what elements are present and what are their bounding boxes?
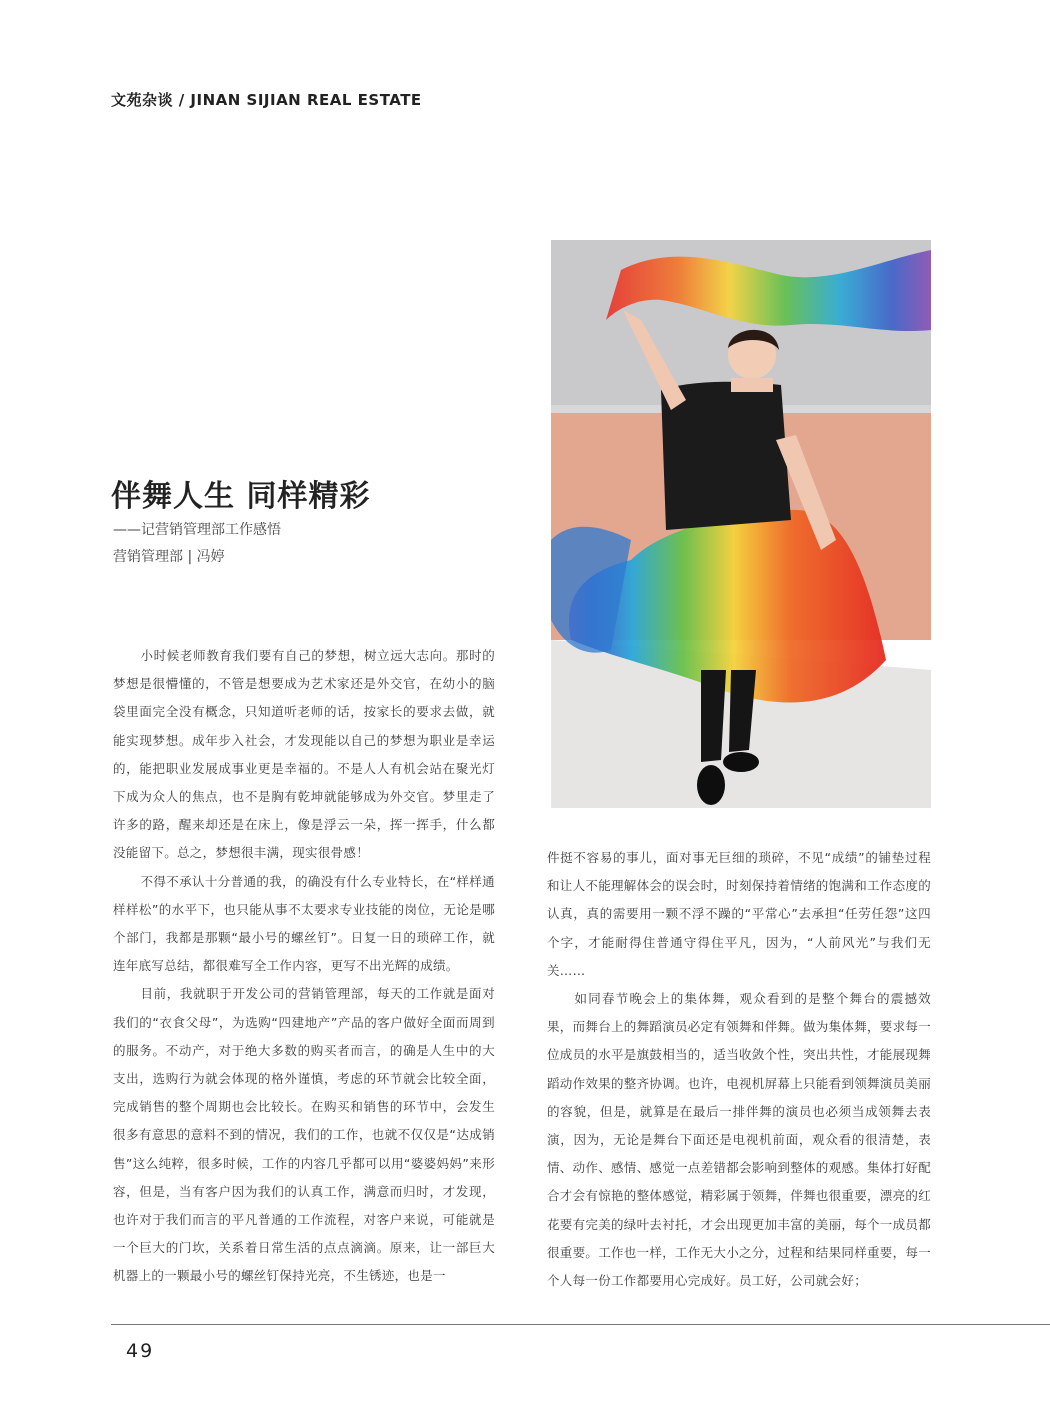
body-right-column [547, 844, 931, 1295]
paragraph: 如同春节晚会上的集体舞，观众看到的是整个舞台的震撼效果，而舞台上的舞蹈演员必定有领舞和伴舞。做为集体舞，要求每一位成员的水平是旗鼓相当的，适当收敛个性，突出共性，才能展现舞蹈动作效果的整齐协调。也许，电视机屏幕上只能看到领舞演员美丽的容貌，但是，就算是在最后一排伴舞的演员也必须当成领舞去表演，因为，无论是舞台下面还是电视机前面，观众看的很清楚，表情、动作、感情、感觉一点差错都会影响到整体的观感。集体打好配合才会有惊艳的整体感觉，精彩属于领舞，伴舞也很重要，漂亮的红花要有完美的绿叶去衬托，才会出现更加丰富的美丽，每个一成员都很重要。工作也一样，工作无大小之分，过程和结果同样重要，每一个人每一份工作都要用心完成好。员工好，公司就会好； [547, 991, 932, 1289]
paragraph-continued: 件挺不容易的事儿，面对事无巨细的琐碎，不见“成绩”的铺垫过程和让人不能理解体会的误会时，时刻保持着情绪的饱满和工作态度的认真，真的需要用一颗不浮不躁的“平常心”去承担“任劳任怨”这四个字，才能耐得住普通守得住平凡，因为，“人前风光”与我们无关…… [547, 850, 932, 978]
article-subtitle: ——记营销管理部工作感悟 [113, 522, 281, 538]
article-title: 伴舞人生 同样精彩 [111, 479, 371, 514]
section-header: 文苑杂谈 / JINAN SIJIAN REAL ESTATE [111, 91, 422, 109]
body-left-column [113, 642, 495, 1291]
article-author: 营销管理部 | 冯婷 [113, 549, 225, 565]
dancer-photo-icon [551, 240, 931, 808]
paragraph: 目前，我就职于开发公司的营销管理部，每天的工作就是面对我们的“衣食父母”，为选购“四建地产”产品的客户做好全面而周到的服务。不动产，对于绝大多数的购买者而言，的确是人生中的大支出，选购行为就会体现的格外谨慎，考虑的环节就会比较全面，完成销售的整个周期也会比较长。在购买和销售的环节中，会发生很多有意思的意料不到的情况，我们的工作，也就不仅仅是“达成销售”这么纯粹，很多时候，工作的内容几乎都可以用“婆婆妈妈”来形容，但是，当有客户因为我们的认真工作，满意而归时，才发现，也许对于我们而言的平凡普通的工作流程，对客户来说，可能就是一个巨大的门坎，关系着日常生活的点点滴滴。原来，让一部巨大机器上的一颗最小号的螺丝钉保持光亮，不生锈迹，也是一 [113, 986, 495, 1284]
dancer-photo [551, 240, 931, 808]
paragraph: 不得不承认十分普通的我，的确没有什么专业特长，在“样样通样样松”的水平下，也只能从事不太要求专业技能的岗位，无论是哪个部门，我都是那颗“最小号的螺丝钉”。日复一日的琐碎工作，就连年底写总结，都很难写全工作内容，更写不出光辉的成绩。 [113, 873, 495, 974]
page-number: 49 [126, 1340, 155, 1362]
paragraph: 小时候老师教育我们要有自己的梦想，树立远大志向。那时的梦想是很懵懂的，不管是想要成为艺术家还是外交官，在幼小的脑袋里面完全没有概念，只知道听老师的话，按家长的要求去做，就能实现梦想。成年步入社会，才发现能以自己的梦想为职业是幸运的，能把职业发展成事业更是幸福的。不是人人有机会站在聚光灯下成为众人的焦点，也不是胸有乾坤就能够成为外交官。梦里走了许多的路，醒来却还是在床上，像是浮云一朵，挥一挥手，什么都没能留下。总之，梦想很丰满，现实很骨感！ [113, 648, 495, 861]
footer-divider [111, 1324, 1050, 1325]
